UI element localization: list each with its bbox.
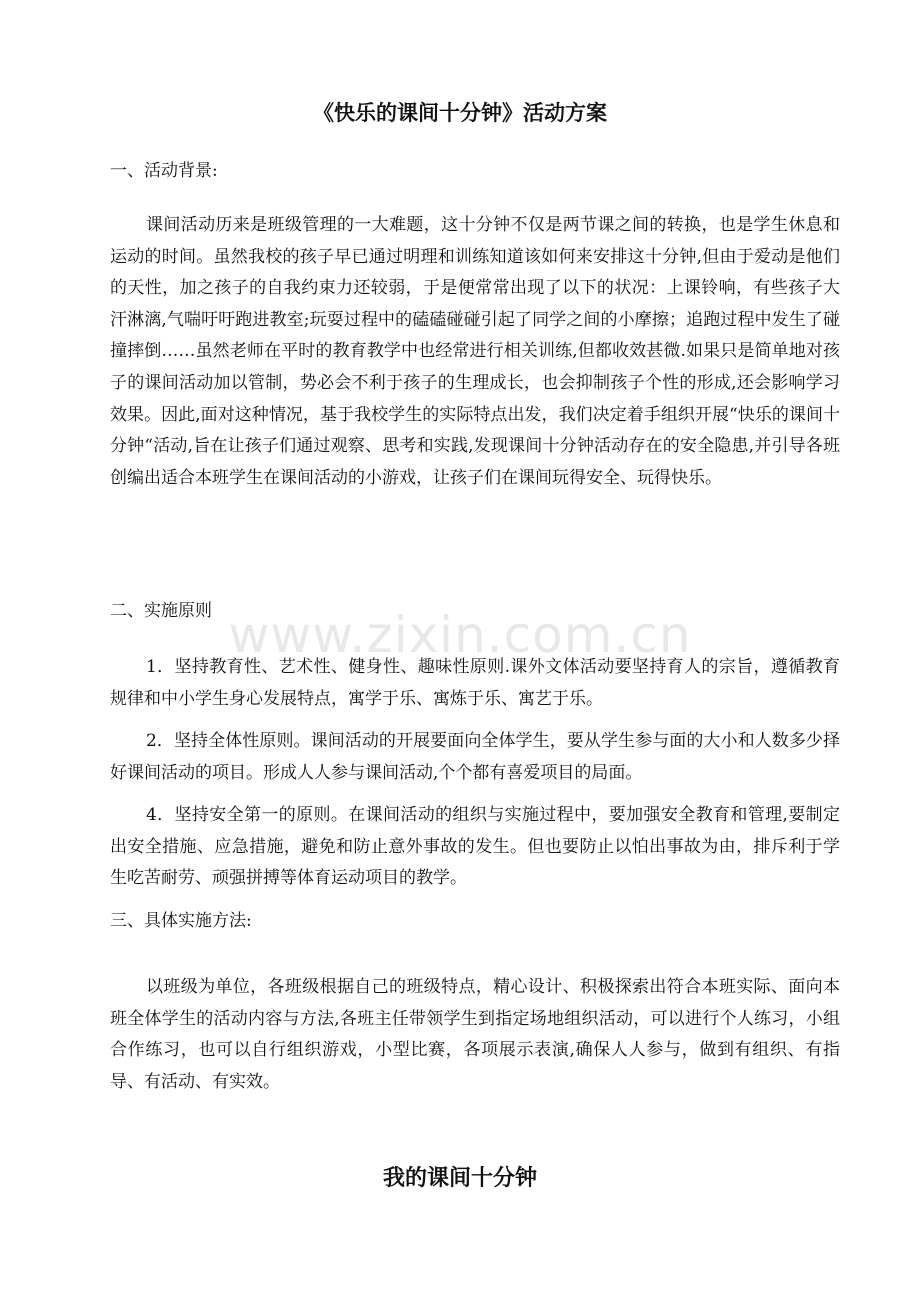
paragraph-principle-1: 1．坚持教育性、艺术性、健身性、趣味性原则.课外文体活动要坚持育人的宗旨，遵循教育规律和中小学生身心发展特点，寓学于乐、寓炼于乐、寓艺于乐。 — [110, 657, 840, 709]
section-heading-background: 一、活动背景: — [110, 161, 218, 181]
paragraph-principle-4: 4．坚持安全第一的原则。在课间活动的组织与实施过程中，要加强安全教育和管理,要制定出安全措施、应急措施，避免和防止意外事故的发生。但也要防止以怕出事故为由，排斥利于学生吃苦耐劳、顽强拼搏等体育运动项目的教学。 — [110, 805, 840, 889]
paragraph-background: 课间活动历来是班级管理的一大难题，这十分钟不仅是两节课之间的转换，也是学生休息和运动的时间。虽然我校的孩子早已通过明理和训练知道该如何来安排这十分钟,但由于爱动是他们的天性，加之孩子的自我约束力还较弱，于是便常常出现了以下的状况：上课铃响，有些孩子大汗淋漓,气喘吁吁跑进教室;玩耍过程中的磕磕碰碰引起了同学之间的小摩擦；追跑过程中发生了碰撞摔倒……虽然老师在平时的教育教学中也经常进行相关训练,但都收效甚微.如果只是简单地对孩子的课间活动加以管制，势必会不利于孩子的生理成长，也会抑制孩子个性的形成,还会影响学习效果。因此,面对这种情况，基于我校学生的实际特点出发，我们决定着手组织开展“快乐的课间十分钟“活动,旨在让孩子们通过观察、思考和实践,发现课间十分钟活动存在的安全隐患,并引导各班创编出适合本班学生在课间活动的小游戏，让孩子们在课间玩得安全、玩得快乐。 — [110, 215, 840, 488]
subtitle: 我的课间十分钟 — [382, 1166, 537, 1191]
paragraph-methods: 以班级为单位，各班级根据自己的班级特点，精心设计、积极探索出符合本班实际、面向本班全体学生的活动内容与方法,各班主任带领学生到指定场地组织活动，可以进行个人练习，小组合作练习，也可以自行组织游戏，小型比赛，各项展示表演,确保人人参与，做到有组织、有指导、有活动、有实效。 — [110, 977, 840, 1092]
document-title: 《快乐的课间十分钟》活动方案 — [313, 101, 607, 125]
paragraph-principle-2: 2．坚持全体性原则。课间活动的开展要面向全体学生，要从学生参与面的大小和人数多少择好课间活动的项目。形成人人参与课间活动,个个都有喜爱项目的局面。 — [110, 731, 840, 783]
section-heading-principles: 二、实施原则 — [110, 601, 212, 621]
section-heading-methods: 三、具体实施方法: — [110, 911, 252, 931]
watermark-text: www.zixin.com.cn — [228, 606, 692, 664]
